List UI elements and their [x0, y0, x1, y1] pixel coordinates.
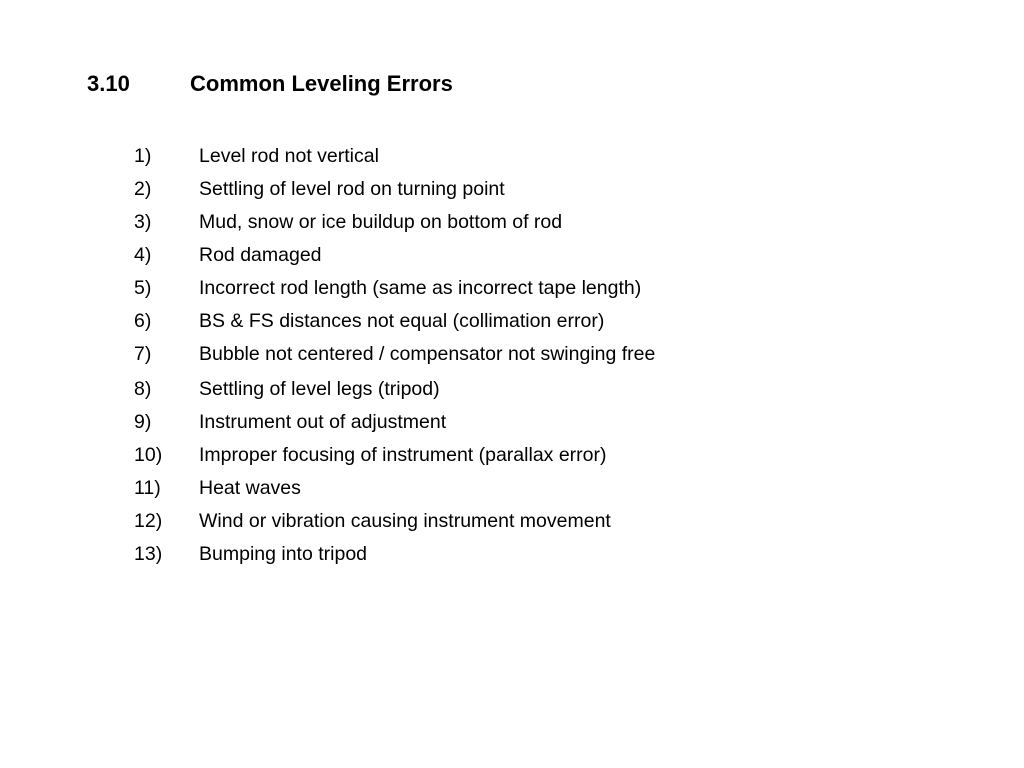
- list-item-number: 12): [134, 510, 163, 532]
- list-item-number: 6): [134, 310, 152, 332]
- list-item: [134, 308, 655, 341]
- section-heading: [87, 70, 453, 98]
- list-item-text: Improper focusing of instrument (parallax error): [199, 444, 607, 466]
- list-item: [134, 275, 655, 308]
- errors-list: [134, 143, 655, 574]
- list-item-text: Rod damaged: [199, 244, 322, 266]
- list-item-number: 5): [134, 277, 152, 299]
- list-item: [134, 409, 655, 442]
- list-item-text: Heat waves: [199, 477, 301, 499]
- list-item: [134, 508, 655, 541]
- list-item: [134, 541, 655, 574]
- list-item: [134, 242, 655, 275]
- list-item: [134, 442, 655, 475]
- section-title: Common Leveling Errors: [190, 71, 453, 96]
- list-item-text: Incorrect rod length (same as incorrect tape length): [199, 277, 642, 299]
- list-item-text: Bubble not centered / compensator not swinging free: [199, 343, 656, 365]
- list-item-text: Settling of level legs (tripod): [199, 378, 440, 400]
- list-item-text: Mud, snow or ice buildup on bottom of rod: [199, 211, 563, 233]
- list-item: [134, 143, 655, 176]
- list-item-text: Instrument out of adjustment: [199, 411, 447, 433]
- list-item-text: Bumping into tripod: [199, 543, 368, 565]
- list-item: [134, 475, 655, 508]
- list-item-number: 4): [134, 244, 152, 266]
- list-item-text: Settling of level rod on turning point: [199, 178, 505, 200]
- list-item-number: 1): [134, 145, 152, 167]
- list-item-number: 9): [134, 411, 152, 433]
- list-item-number: 8): [134, 378, 152, 400]
- list-item-number: 3): [134, 211, 152, 233]
- list-item-number: 7): [134, 343, 152, 365]
- list-item-number: 11): [134, 477, 161, 499]
- list-item: [134, 341, 655, 374]
- list-item-text: Wind or vibration causing instrument movement: [199, 510, 611, 532]
- list-item-text: BS & FS distances not equal (collimation error): [199, 310, 605, 332]
- list-item-number: 13): [134, 543, 163, 565]
- list-item-text: Level rod not vertical: [199, 145, 379, 167]
- section-number: 3.10: [87, 71, 130, 96]
- list-item-number: 10): [134, 444, 163, 466]
- list-item: [134, 209, 655, 242]
- list-item: [134, 376, 655, 409]
- list-item: [134, 176, 655, 209]
- list-item-number: 2): [134, 178, 152, 200]
